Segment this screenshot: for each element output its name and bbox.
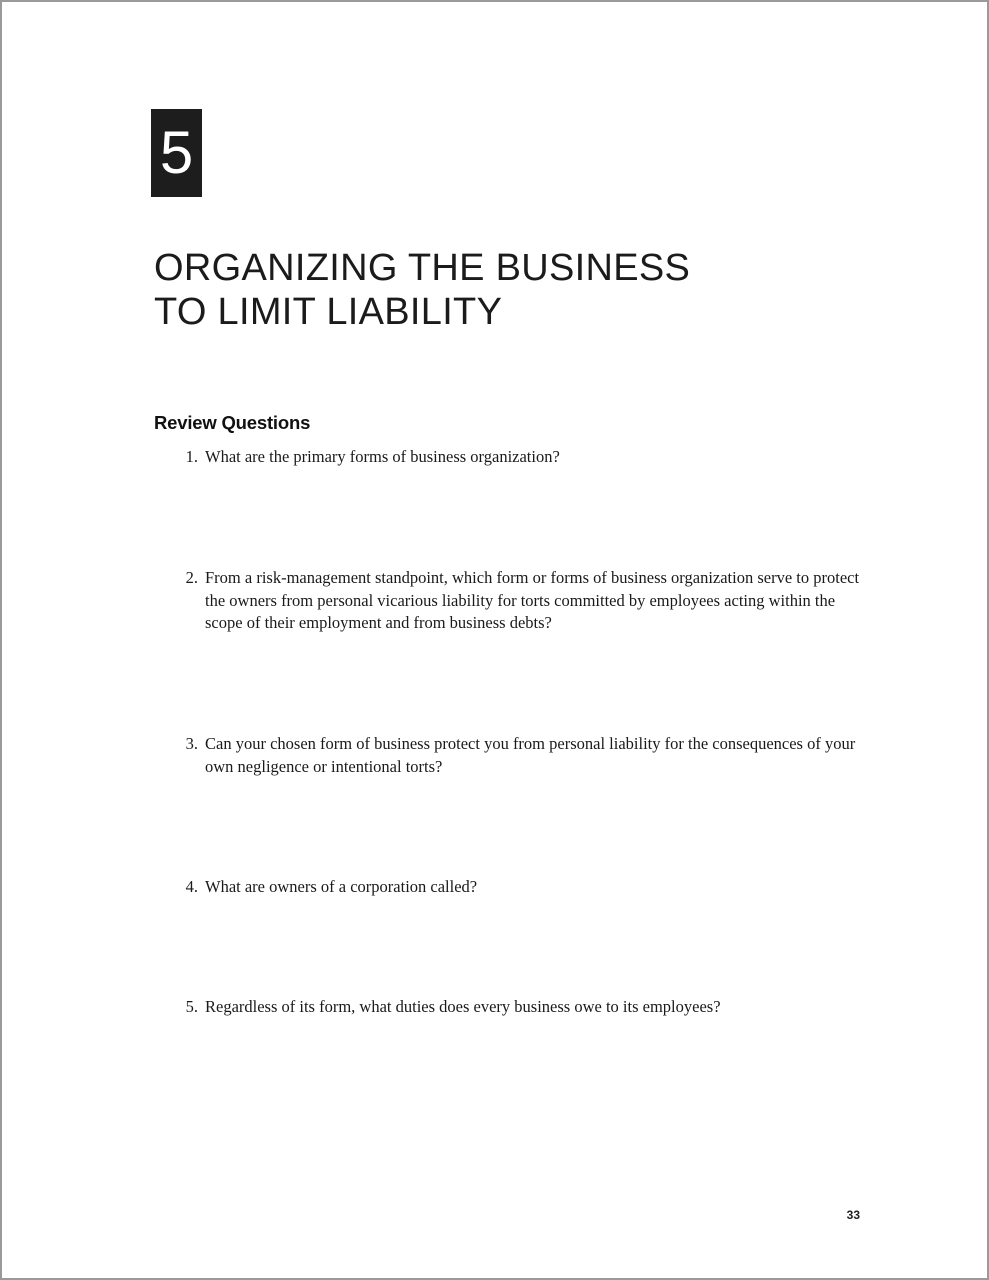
question-item-5	[174, 996, 864, 1019]
section-heading: Review Questions	[154, 412, 311, 433]
question-number: 5.	[185, 997, 198, 1016]
question-text: Regardless of its form, what duties does every business owe to its employees?	[205, 997, 721, 1016]
question-number: 3.	[185, 734, 198, 753]
chapter-title	[154, 246, 854, 334]
question-item-1	[174, 446, 864, 469]
question-number: 1.	[185, 447, 198, 466]
question-number: 4.	[185, 877, 198, 896]
chapter-title-line-2: TO LIMIT LIABILITY	[154, 291, 503, 333]
question-number: 2.	[185, 568, 198, 587]
chapter-number-badge: 5	[151, 109, 202, 197]
page-number: 33	[846, 1208, 860, 1222]
chapter-title-line-1: ORGANIZING THE BUSINESS	[154, 247, 691, 289]
question-item-4	[174, 876, 864, 899]
question-item-2	[174, 567, 864, 635]
question-text: What are the primary forms of business organization?	[205, 447, 560, 466]
question-item-3	[174, 733, 864, 778]
question-text: What are owners of a corporation called?	[205, 877, 478, 896]
question-text: Can your chosen form of business protect you from personal liability for the consequences of your own negligence or intentional torts?	[205, 734, 856, 776]
question-text: From a risk-management standpoint, which form or forms of business organization serve to protect the owners from personal vicarious liability for torts committed by employees acting within the scope of their employment and from business debts?	[205, 568, 860, 632]
